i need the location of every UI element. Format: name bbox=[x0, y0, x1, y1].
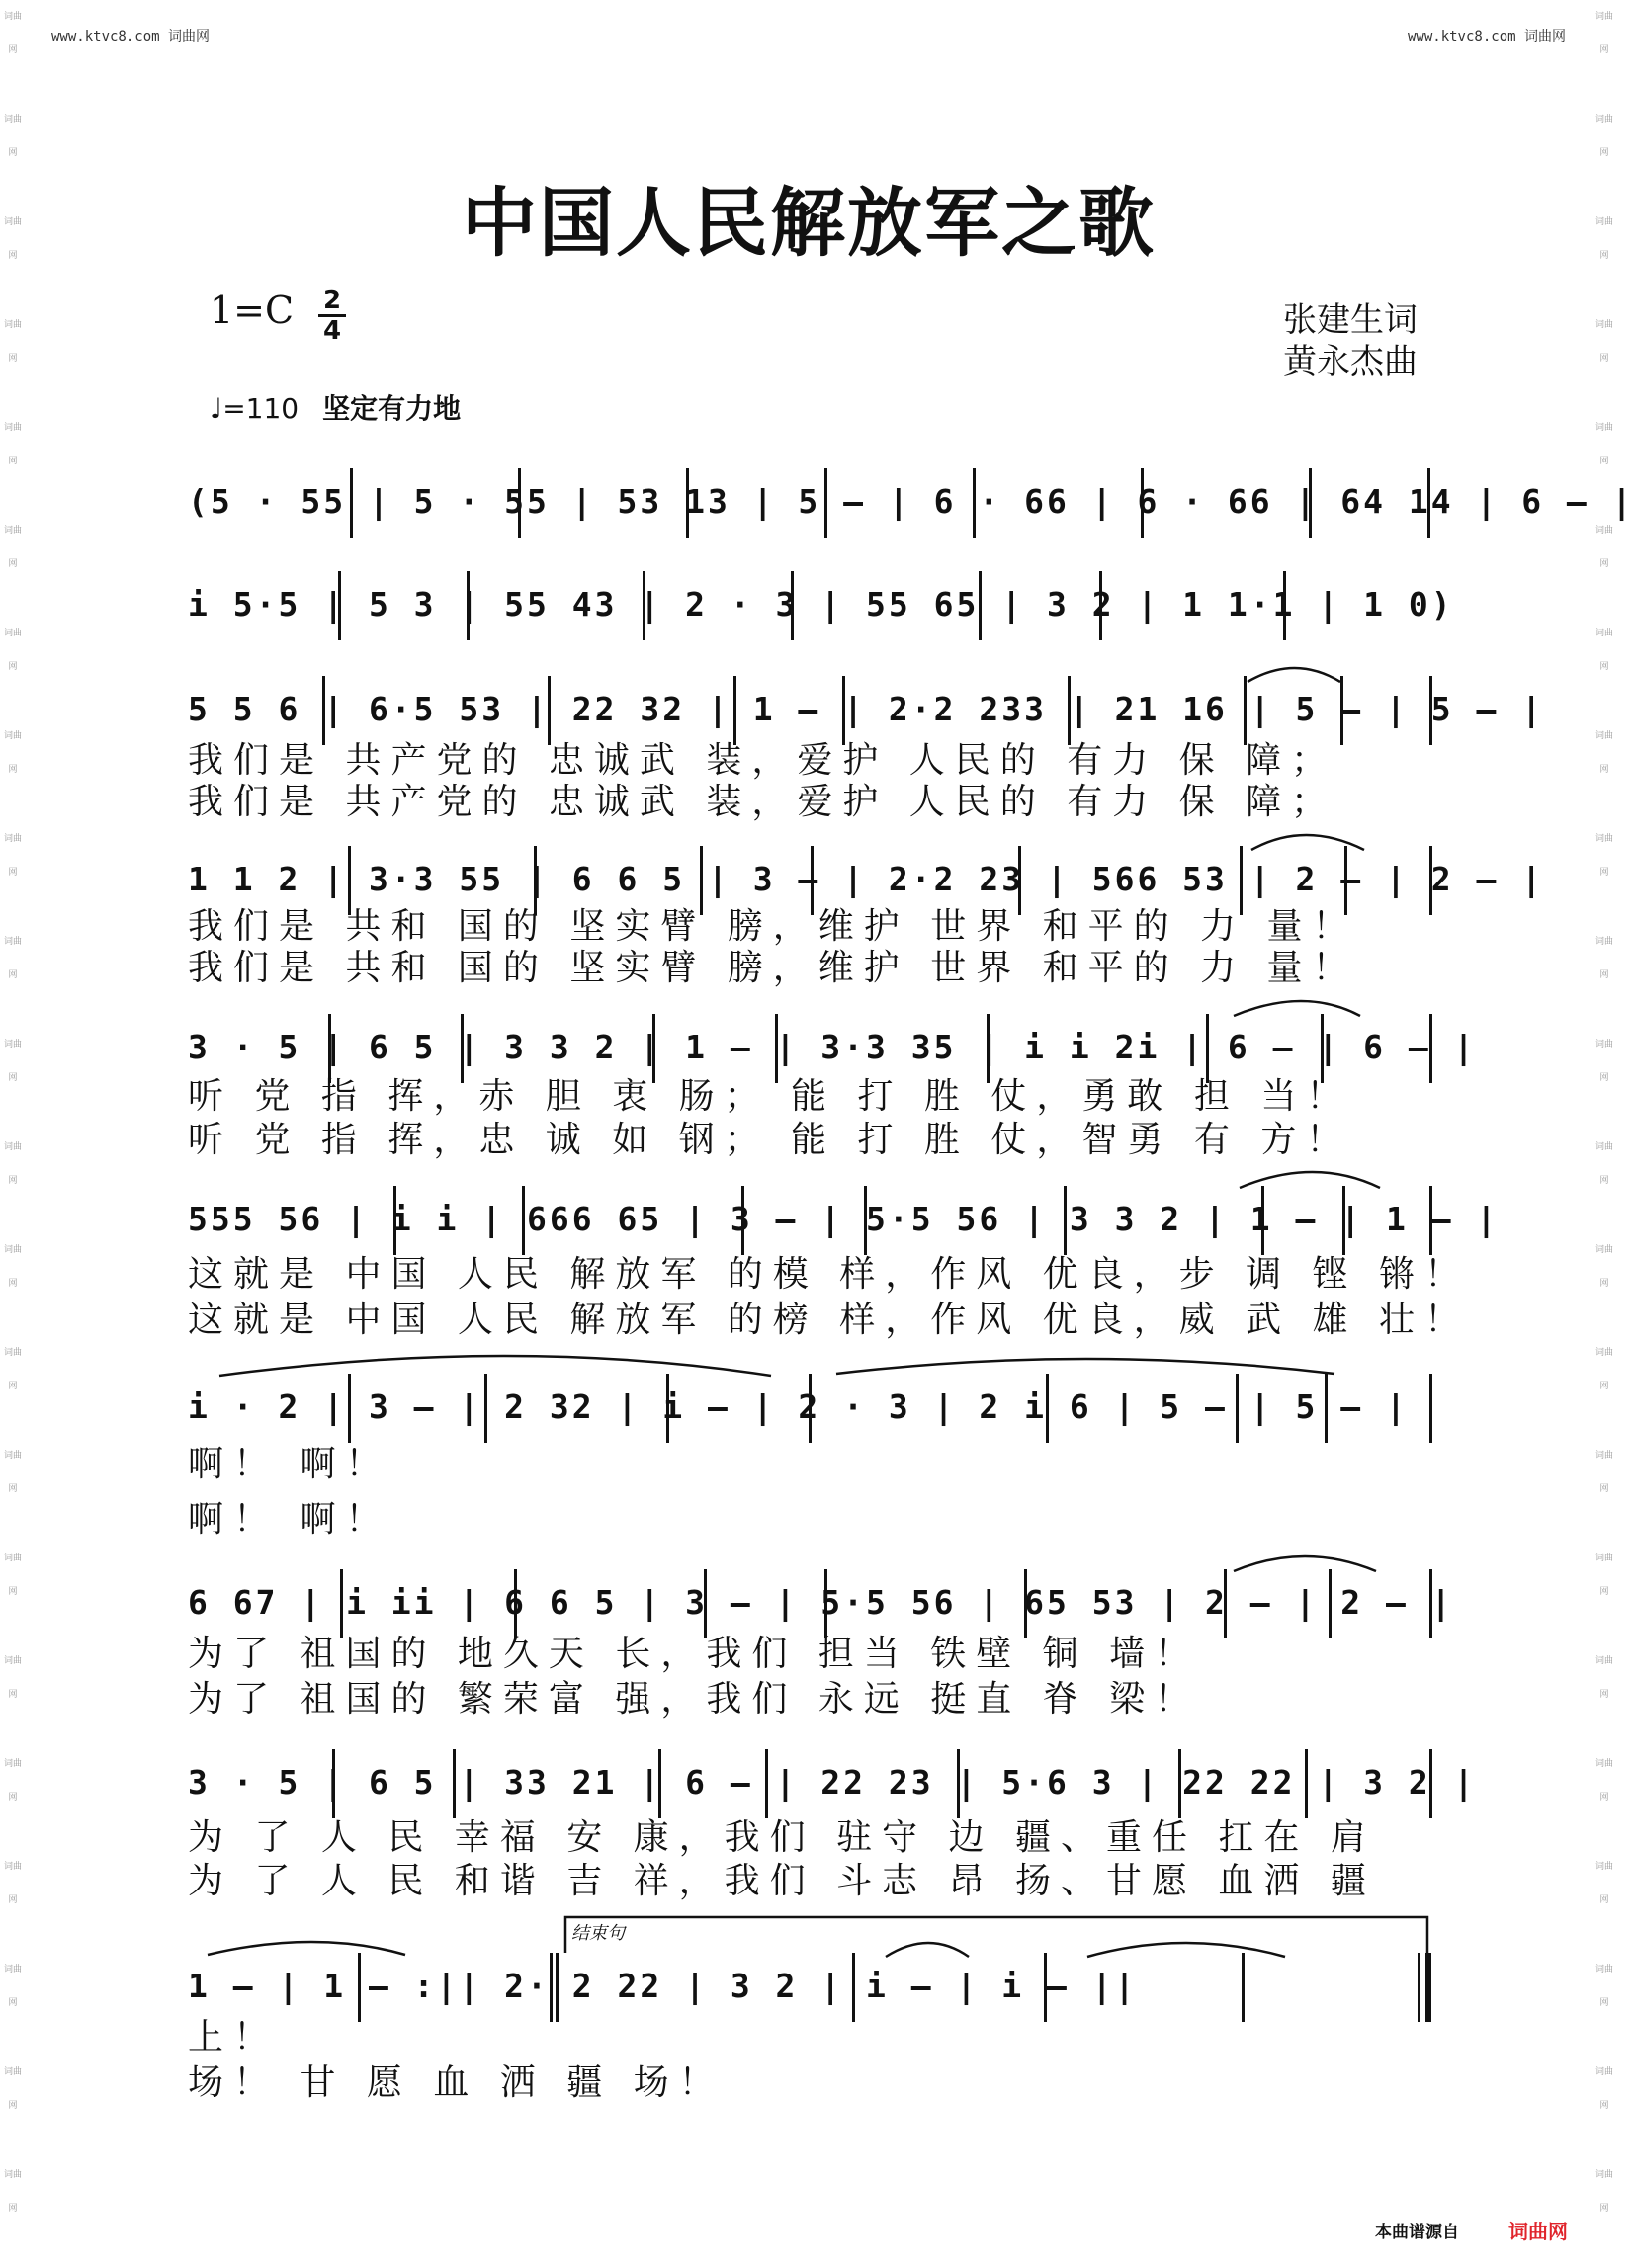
lyrics-6-verse-1: 这就是 中国 人民 解放军 的模 样，作风 优良，步 调 铿 锵！ bbox=[188, 1254, 1470, 1295]
notation-line-9: 3 · 5 | 6 5 | 33 21 | 6 – | 22 23 | 5·6 3 | 22 22 | 3 2 | bbox=[188, 1763, 1477, 1802]
site-url-left[interactable]: www.ktvc8.com 词曲网 bbox=[51, 29, 211, 44]
edge-watermark-text: 词曲网 bbox=[3, 731, 22, 775]
edge-watermark-text: 词曲网 bbox=[3, 1245, 22, 1289]
edge-watermark-text: 词曲网 bbox=[3, 834, 22, 878]
edge-watermark-text: 词曲网 bbox=[3, 1040, 22, 1083]
source-brand-link[interactable]: 词曲网 bbox=[1508, 2220, 1568, 2243]
edge-watermark-text: 词曲网 bbox=[1594, 1759, 1613, 1803]
notation-line-10: 1 – | 1 – :|| 2· 2 22 | 3 2 | i – | i – || bbox=[188, 1967, 1138, 2005]
lyricist-credit: 张建生词 bbox=[1283, 300, 1418, 340]
edge-watermark-text: 词曲网 bbox=[3, 217, 22, 261]
edge-watermark-text: 词曲网 bbox=[3, 937, 22, 980]
edge-watermark-text: 词曲网 bbox=[3, 629, 22, 672]
lyrics-3-verse-2: 我们是 共产党的 忠诚武 装，爱护 人民的 有力 保 障； bbox=[188, 782, 1337, 822]
lyrics-3-verse-1: 我们是 共产党的 忠诚武 装，爱护 人民的 有力 保 障； bbox=[188, 740, 1337, 781]
edge-watermark-text: 词曲网 bbox=[3, 115, 22, 158]
lyrics-9-verse-1: 为 了 人 民 幸福 安 康，我们 驻守 边 疆、重任 扛在 肩 bbox=[188, 1817, 1376, 1858]
edge-watermark-text: 词曲网 bbox=[1594, 937, 1613, 980]
lyrics-4-verse-2: 我们是 共和 国的 坚实臂 膀，维护 世界 和平的 力 量！ bbox=[188, 948, 1358, 988]
edge-watermark-text: 词曲网 bbox=[1594, 526, 1613, 569]
edge-watermark-text: 词曲网 bbox=[3, 1965, 22, 2008]
key-signature: 1=C bbox=[210, 289, 295, 332]
edge-watermark-text: 词曲网 bbox=[3, 1142, 22, 1186]
edge-watermark-text: 词曲网 bbox=[1594, 1040, 1613, 1083]
lyrics-10-verse-2: 场！ 甘 愿 血 洒 疆 场！ bbox=[188, 2062, 725, 2103]
edge-watermark-text: 词曲网 bbox=[3, 423, 22, 466]
edge-watermark-text: 词曲网 bbox=[1594, 217, 1613, 261]
lyrics-7-verse-2: 啊！ 啊！ bbox=[188, 1499, 391, 1540]
edge-watermark-text: 词曲网 bbox=[1594, 629, 1613, 672]
edge-watermark-text: 词曲网 bbox=[3, 1759, 22, 1803]
edge-watermark-text: 词曲网 bbox=[1594, 1245, 1613, 1289]
notation-line-1: (5 · 55 | 5 · 55 | 53 13 | 5 – | 6 · 66 | 6 · 66 | 64 14 | 6 – | bbox=[188, 482, 1635, 521]
edge-watermark-text: 词曲网 bbox=[1594, 1965, 1613, 2008]
notation-line-2: i 5·5 | 5 3 | 55 43 | 2 · 3 | 55 65 | 3 2 | 1 1·1 | 1 0) bbox=[188, 585, 1454, 624]
edge-watermark-text: 词曲网 bbox=[1594, 1554, 1613, 1597]
edge-watermark-text: 词曲网 bbox=[1594, 1451, 1613, 1494]
edge-watermark-text: 词曲网 bbox=[1594, 1862, 1613, 1905]
edge-watermark-text: 词曲网 bbox=[1594, 115, 1613, 158]
edge-watermark-text: 词曲网 bbox=[1594, 423, 1613, 466]
edge-watermark-text: 词曲网 bbox=[3, 1348, 22, 1391]
edge-watermark-text: 词曲网 bbox=[1594, 2170, 1613, 2214]
edge-watermark-text: 词曲网 bbox=[3, 1862, 22, 1905]
edge-watermark-text: 词曲网 bbox=[1594, 12, 1613, 55]
edge-watermark-text: 词曲网 bbox=[3, 320, 22, 364]
edge-watermark-text: 词曲网 bbox=[1594, 1142, 1613, 1186]
notation-line-5: 3 · 5 | 6 5 | 3 3 2 | 1 – | 3·3 35 | i i 2i | 6 – | 6 – | bbox=[188, 1028, 1477, 1066]
edge-watermark-text: 词曲网 bbox=[1594, 1348, 1613, 1391]
site-url-right[interactable]: www.ktvc8.com 词曲网 bbox=[1407, 29, 1566, 44]
edge-watermark-text: 词曲网 bbox=[3, 2170, 22, 2214]
edge-watermark-text: 词曲网 bbox=[1594, 1656, 1613, 1700]
edge-watermark-text: 词曲网 bbox=[1594, 2067, 1613, 2111]
lyrics-10-verse-1: 上！ bbox=[188, 2017, 280, 2058]
edge-watermark-text: 词曲网 bbox=[3, 526, 22, 569]
edge-watermark-text: 词曲网 bbox=[3, 1656, 22, 1700]
edge-watermark-text: 词曲网 bbox=[3, 2067, 22, 2111]
notation-line-4: 1 1 2 | 3·3 55 | 6 6 5 | 3 – | 2·2 23 | 566 53 | 2 – | 2 – | bbox=[188, 860, 1545, 898]
edge-watermark-text: 词曲网 bbox=[1594, 320, 1613, 364]
lyrics-8-verse-2: 为了 祖国的 繁荣富 强，我们 永远 挺直 脊 梁！ bbox=[188, 1679, 1201, 1720]
notation-line-7: i · 2 | 3 – | 2 32 | i – | 2 · 3 | 2 i 6 | 5 – | 5 – | bbox=[188, 1387, 1409, 1426]
lyrics-5-verse-1: 听 党 指 挥，赤 胆 衷 肠； 能 打 胜 仗，勇敢 担 当！ bbox=[188, 1076, 1352, 1117]
lyrics-6-verse-2: 这就是 中国 人民 解放军 的榜 样，作风 优良，威 武 雄 壮！ bbox=[188, 1300, 1470, 1340]
tempo-value: ♩=110 bbox=[210, 392, 300, 425]
lyrics-7-verse-1: 啊！ 啊！ bbox=[188, 1444, 391, 1484]
lyrics-9-verse-2: 为 了 人 民 和谐 吉 祥，我们 斗志 昂 扬、甘愿 血洒 疆 bbox=[188, 1861, 1376, 1901]
edge-watermark-text: 词曲网 bbox=[1594, 731, 1613, 775]
lyrics-8-verse-1: 为了 祖国的 地久天 长，我们 担当 铁壁 铜 墙！ bbox=[188, 1634, 1201, 1674]
notation-line-8: 6 67 | i ii | 6 6 5 | 3 – | 5·5 56 | 65 53 | 2 – | 2 – | bbox=[188, 1583, 1454, 1622]
time-signature-top: 2 bbox=[318, 287, 346, 317]
time-signature-bottom: 4 bbox=[322, 316, 342, 346]
expression-marking: 坚定有力地 bbox=[322, 392, 462, 425]
edge-watermark-text: 词曲网 bbox=[3, 12, 22, 55]
notation-line-6: 555 56 | i i | 666 65 | 3 – | 5·5 56 | 3 3 2 | 1 – | 1 – | bbox=[188, 1200, 1500, 1238]
source-text: 本曲谱源自 bbox=[1375, 2223, 1459, 2242]
lyrics-5-verse-2: 听 党 指 挥，忠 诚 如 钢； 能 打 胜 仗，智勇 有 方！ bbox=[188, 1120, 1352, 1160]
notation-line-3: 5 5 6 | 6·5 53 | 22 32 | 1 – | 2·2 233 | 21 16 | 5 – | 5 – | bbox=[188, 690, 1545, 728]
edge-watermark-text: 词曲网 bbox=[3, 1554, 22, 1597]
song-title: 中国人民解放军之歌 bbox=[462, 179, 1156, 267]
ending-label: 结束句 bbox=[571, 1923, 625, 1944]
composer-credit: 黄永杰曲 bbox=[1283, 342, 1418, 381]
lyrics-4-verse-1: 我们是 共和 国的 坚实臂 膀，维护 世界 和平的 力 量！ bbox=[188, 906, 1358, 947]
edge-watermark-text: 词曲网 bbox=[3, 1451, 22, 1494]
edge-watermark-text: 词曲网 bbox=[1594, 834, 1613, 878]
